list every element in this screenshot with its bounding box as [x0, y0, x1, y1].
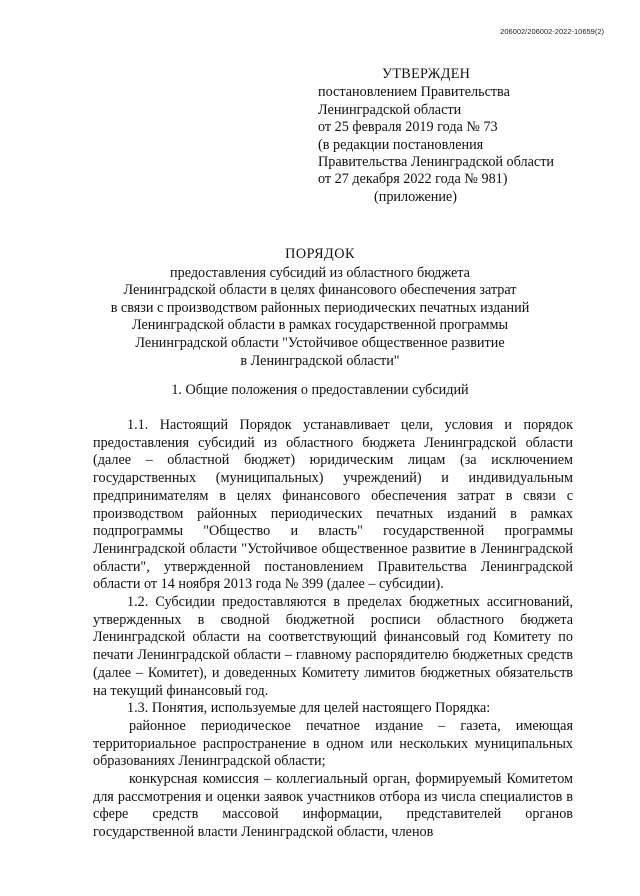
title-line: предоставления субсидий из областного бюджета: [170, 264, 470, 281]
approval-heading: УТВЕРЖДЕН: [382, 66, 471, 82]
approval-appendix: (приложение): [374, 188, 457, 205]
title-line: Ленинградской области в целях финансового обеспечения затрат: [123, 282, 517, 299]
title-line: в связи с производством районных периодических печатных изданий: [110, 299, 530, 316]
document-number: 206002/206002-2022-10659(2): [500, 27, 604, 36]
title-line: в Ленинградской области": [240, 352, 400, 369]
approval-line: от 25 февраля 2019 года № 73: [318, 119, 498, 136]
definition-paragraph: конкурсная комиссия – коллегиальный орган, формируемый Комитетом для рассмотрения и оценки заявок участников отбора из числа специалистов в сфере средств массовой информации, представителей органов государственной власти Ленинградской области, членов: [93, 771, 573, 841]
document-title: [60, 246, 580, 370]
approval-line: Ленинградской области: [318, 101, 462, 118]
approval-line: Правительства Ленинградской области: [318, 154, 554, 171]
paragraph-1-2: 1.2. Субсидии предоставляются в пределах бюджетных ассигнований, утвержденных в сводной бюджетной росписи областного бюджета Ленинградской области на соответствующий финансовый год Комитету по печати Ленинградской области – главному распорядителю бюджетных средств (далее – Комитет), и доведенных Комитету лимитов бюджетных обязательств на текущий финансовый год.: [93, 594, 573, 699]
document-body: [93, 417, 573, 842]
approval-stamp: [318, 66, 618, 206]
title-main: ПОРЯДОК: [285, 246, 355, 262]
section-heading: 1. Общие положения о предоставлении субсидий: [171, 382, 469, 398]
paragraph-1-3: 1.3. Понятия, используемые для целей настоящего Порядка:: [127, 700, 491, 717]
approval-line: (в редакции постановления: [318, 136, 484, 153]
title-line: Ленинградской области "Устойчивое общественное развитие: [135, 334, 505, 351]
definition-paragraph: районное периодическое печатное издание – газета, имеющая территориальное распространение в одном или нескольких муниципальных образованиях Ленинградской области;: [93, 717, 573, 770]
title-line: Ленинградской области в рамках государственной программы: [131, 317, 509, 334]
approval-line: постановлением Правительства: [318, 84, 510, 101]
paragraph-1-1: 1.1. Настоящий Порядок устанавливает цели, условия и порядок предоставления субсидий из областного бюджета Ленинградской области (далее – областной бюджет) юридическим лицам (за исключением государственных (муниципальных) учреждений) и индивидуальным предпринимателям в целях финансового обеспечения затрат в связи с производством районных периодических печатных изданий в рамках подпрограммы "Общество и власть" государственной программы Ленинградской области "Устойчивое общественное развитие в Ленинградской области", утвержденной постановлением Правительства Ленинградской области от 14 ноября 2013 года № 399 (далее – субсидии).: [93, 417, 573, 593]
approval-line: от 27 декабря 2022 года № 981): [318, 171, 508, 188]
